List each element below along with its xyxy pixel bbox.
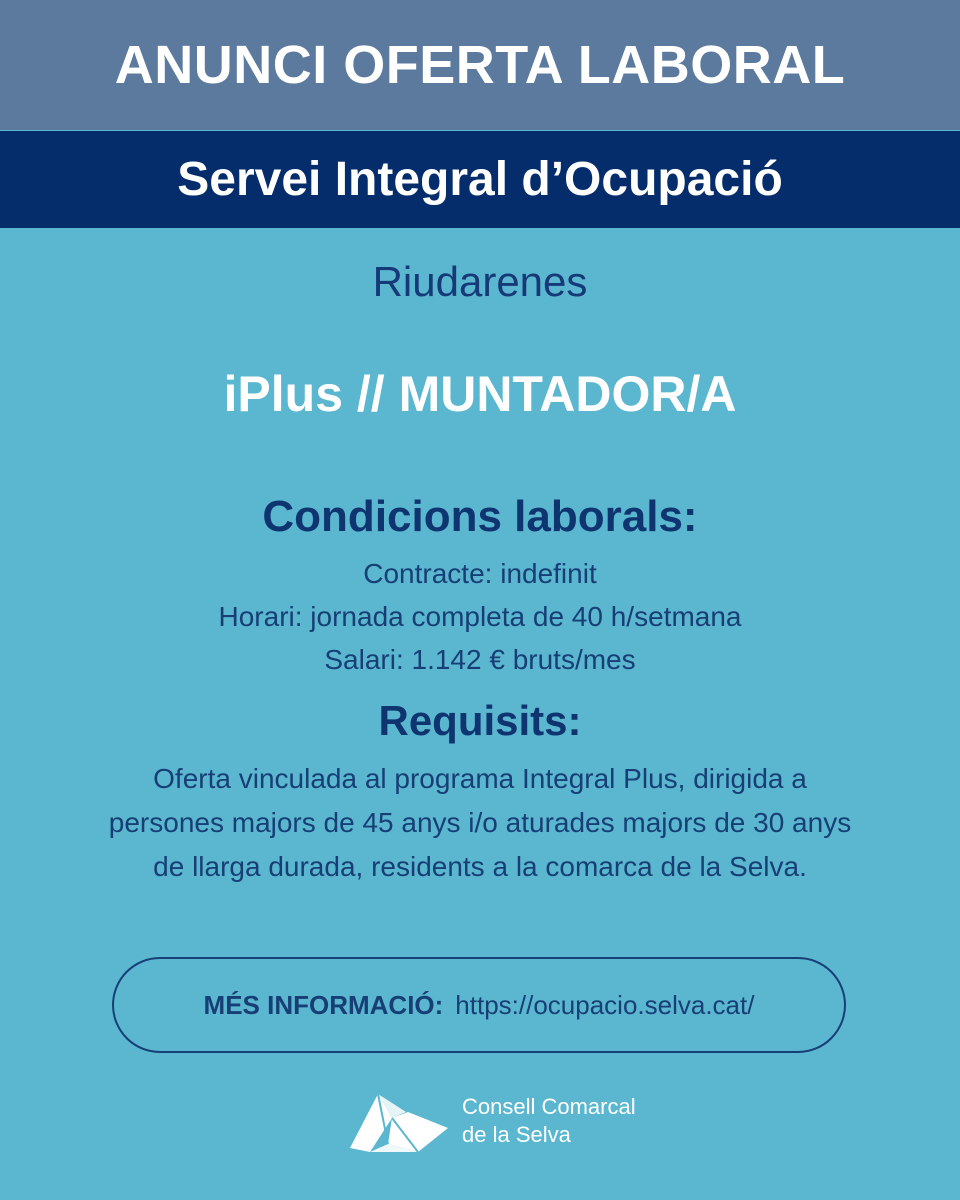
conditions-heading: Condicions laborals: — [262, 492, 698, 541]
logo-text-line2: de la Selva — [462, 1122, 571, 1147]
more-info-box — [112, 957, 846, 1053]
job-title: iPlus // MUNTADOR/A — [223, 366, 737, 422]
service-title: Servei Integral d’Ocupació — [177, 153, 783, 206]
logo-text-line1: Consell Comarcal — [462, 1094, 636, 1119]
announcement-title: ANUNCI OFERTA LABORAL — [114, 35, 846, 95]
more-info-link[interactable]: https://ocupacio.selva.cat/ — [455, 989, 755, 1020]
condition-salary: Salari: 1.142 € bruts/mes — [324, 644, 636, 675]
service-banner — [0, 131, 960, 228]
requirements-heading: Requisits: — [378, 697, 582, 744]
job-location: Riudarenes — [372, 258, 588, 305]
condition-schedule: Horari: jornada completa de 40 h/setmana — [218, 601, 742, 632]
condition-contract: Contracte: indefinit — [363, 558, 597, 589]
conditions-list — [0, 552, 960, 681]
header-banner — [0, 0, 960, 130]
council-logo-icon — [348, 1088, 452, 1154]
more-info-label: MÉS INFORMACIÓ: — [203, 989, 444, 1020]
requirements-text: Oferta vinculada al programa Integral Plus, dirigida a persones majors de 45 anys i/o aturades majors de 30 anys de llarga durada, residents a la comarca de la Selva. — [108, 763, 852, 882]
council-logo — [348, 1086, 648, 1156]
